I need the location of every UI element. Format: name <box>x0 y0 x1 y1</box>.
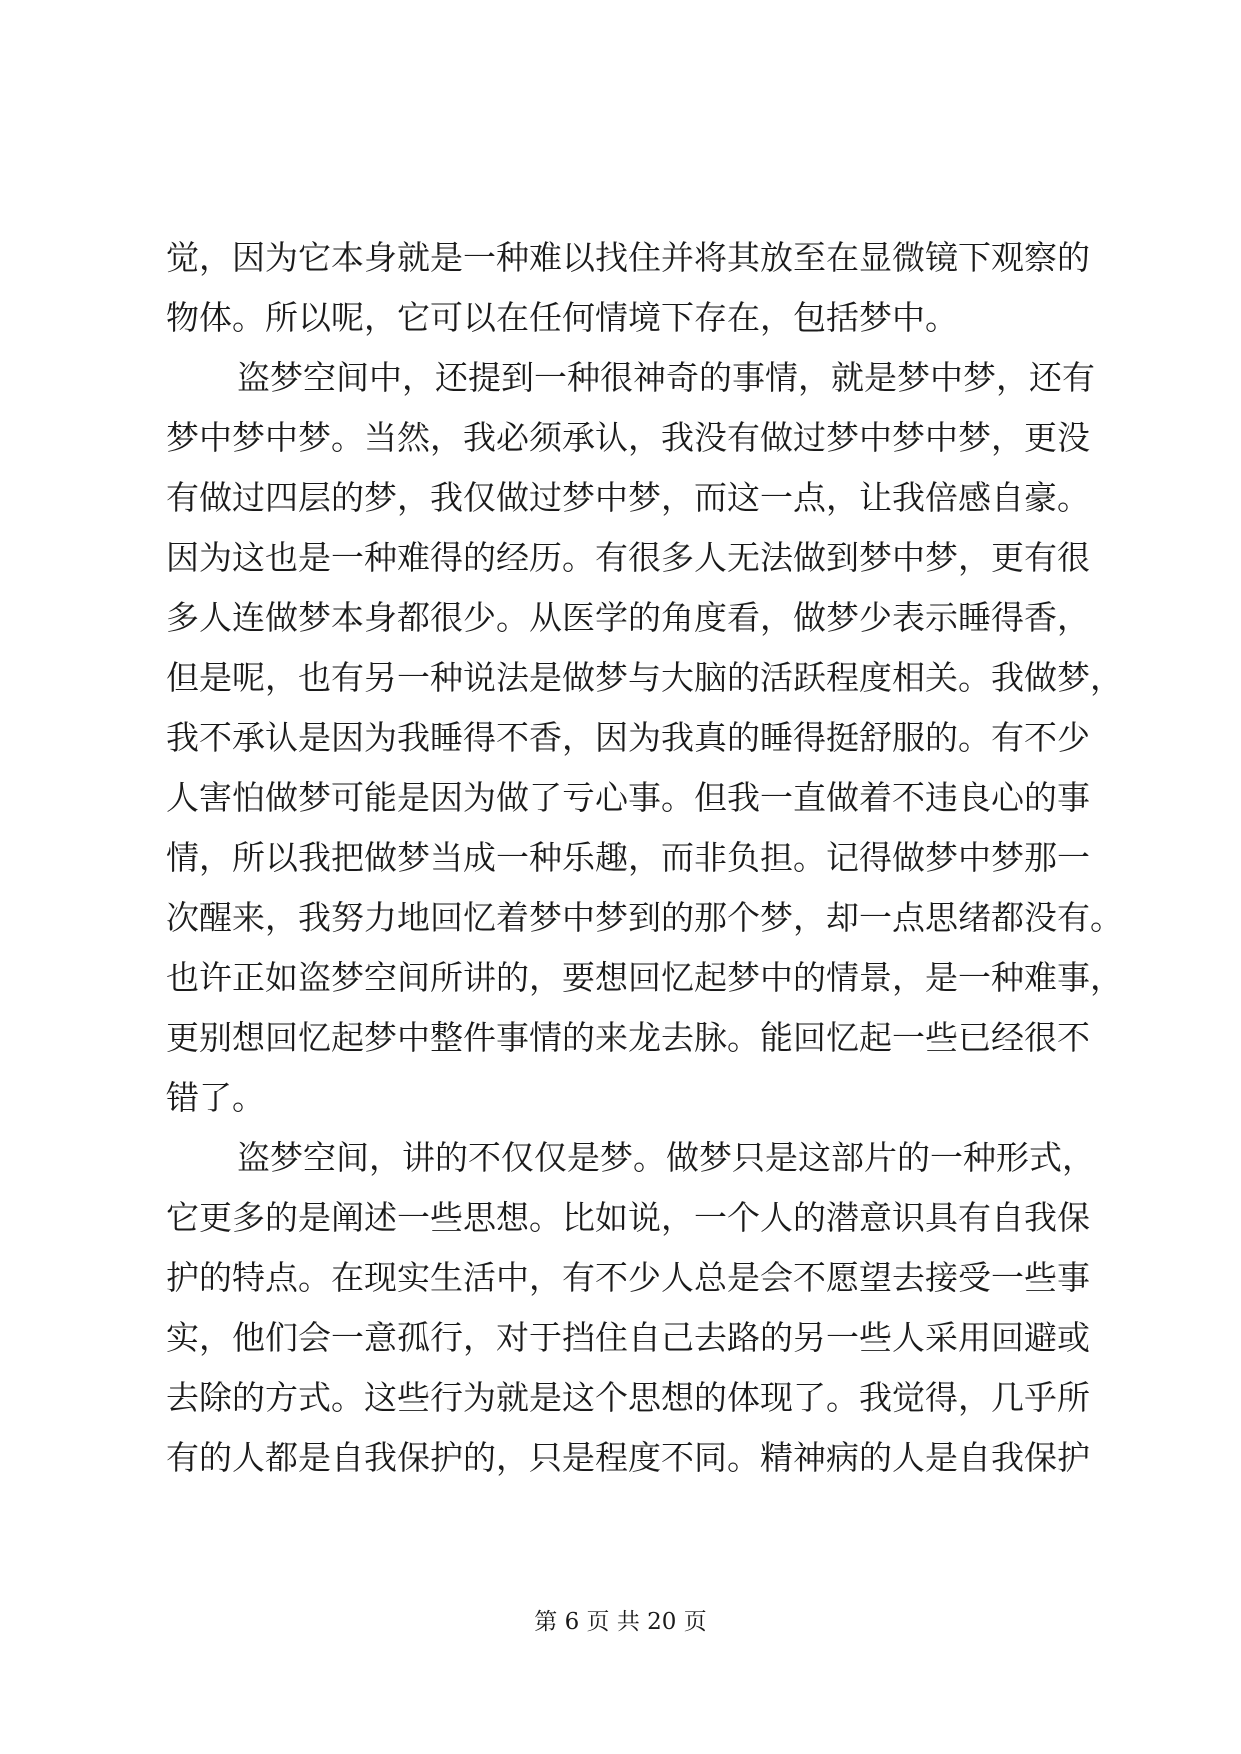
text-line: 物体。所以呢，它可以在任何情境下存在，包括梦中。 <box>166 298 958 337</box>
text-line: 也许正如盗梦空间所讲的，要想回忆起梦中的情景，是一种难事， <box>166 958 1123 997</box>
text-line: 但是呢，也有另一种说法是做梦与大脑的活跃程度相关。我做梦， <box>166 658 1123 697</box>
paragraph <box>166 1128 1095 1488</box>
paragraph <box>166 348 1123 1128</box>
text-line: 去除的方式。这些行为就是这个思想的体现了。我觉得，几乎所 <box>166 1378 1090 1417</box>
document-body <box>166 228 1123 1488</box>
text-line: 因为这也是一种难得的经历。有很多人无法做到梦中梦，更有很 <box>166 538 1090 577</box>
text-line: 梦中梦中梦。当然，我必须承认，我没有做过梦中梦中梦，更没 <box>166 418 1090 457</box>
text-line: 更别想回忆起梦中整件事情的来龙去脉。能回忆起一些已经很不 <box>166 1018 1090 1057</box>
text-line: 盗梦空间，讲的不仅仅是梦。做梦只是这部片的一种形式， <box>237 1138 1095 1177</box>
text-line: 有的人都是自我保护的，只是程度不同。精神病的人是自我保护 <box>166 1438 1090 1477</box>
text-line: 情，所以我把做梦当成一种乐趣，而非负担。记得做梦中梦那一 <box>166 838 1090 877</box>
text-line: 多人连做梦本身都很少。从医学的角度看，做梦少表示睡得香， <box>166 598 1090 637</box>
text-line: 盗梦空间中，还提到一种很神奇的事情，就是梦中梦，还有 <box>237 358 1095 397</box>
text-line: 我不承认是因为我睡得不香，因为我真的睡得挺舒服的。有不少 <box>166 718 1090 757</box>
page-number-footer: 第 6 页 共 20 页 <box>534 1609 707 1635</box>
text-line: 实，他们会一意孤行，对于挡住自己去路的另一些人采用回避或 <box>166 1318 1090 1357</box>
text-line: 错了。 <box>166 1078 265 1117</box>
text-line: 它更多的是阐述一些思想。比如说，一个人的潜意识具有自我保 <box>166 1198 1090 1237</box>
text-line: 次醒来，我努力地回忆着梦中梦到的那个梦，却一点思绪都没有。 <box>166 898 1123 937</box>
text-line: 有做过四层的梦，我仅做过梦中梦，而这一点，让我倍感自豪。 <box>166 478 1090 517</box>
text-line: 护的特点。在现实生活中，有不少人总是会不愿望去接受一些事 <box>166 1258 1090 1297</box>
text-line: 觉，因为它本身就是一种难以找住并将其放至在显微镜下观察的 <box>166 238 1090 277</box>
text-line: 人害怕做梦可能是因为做了亏心事。但我一直做着不违良心的事 <box>166 778 1090 817</box>
paragraph <box>166 228 1090 348</box>
